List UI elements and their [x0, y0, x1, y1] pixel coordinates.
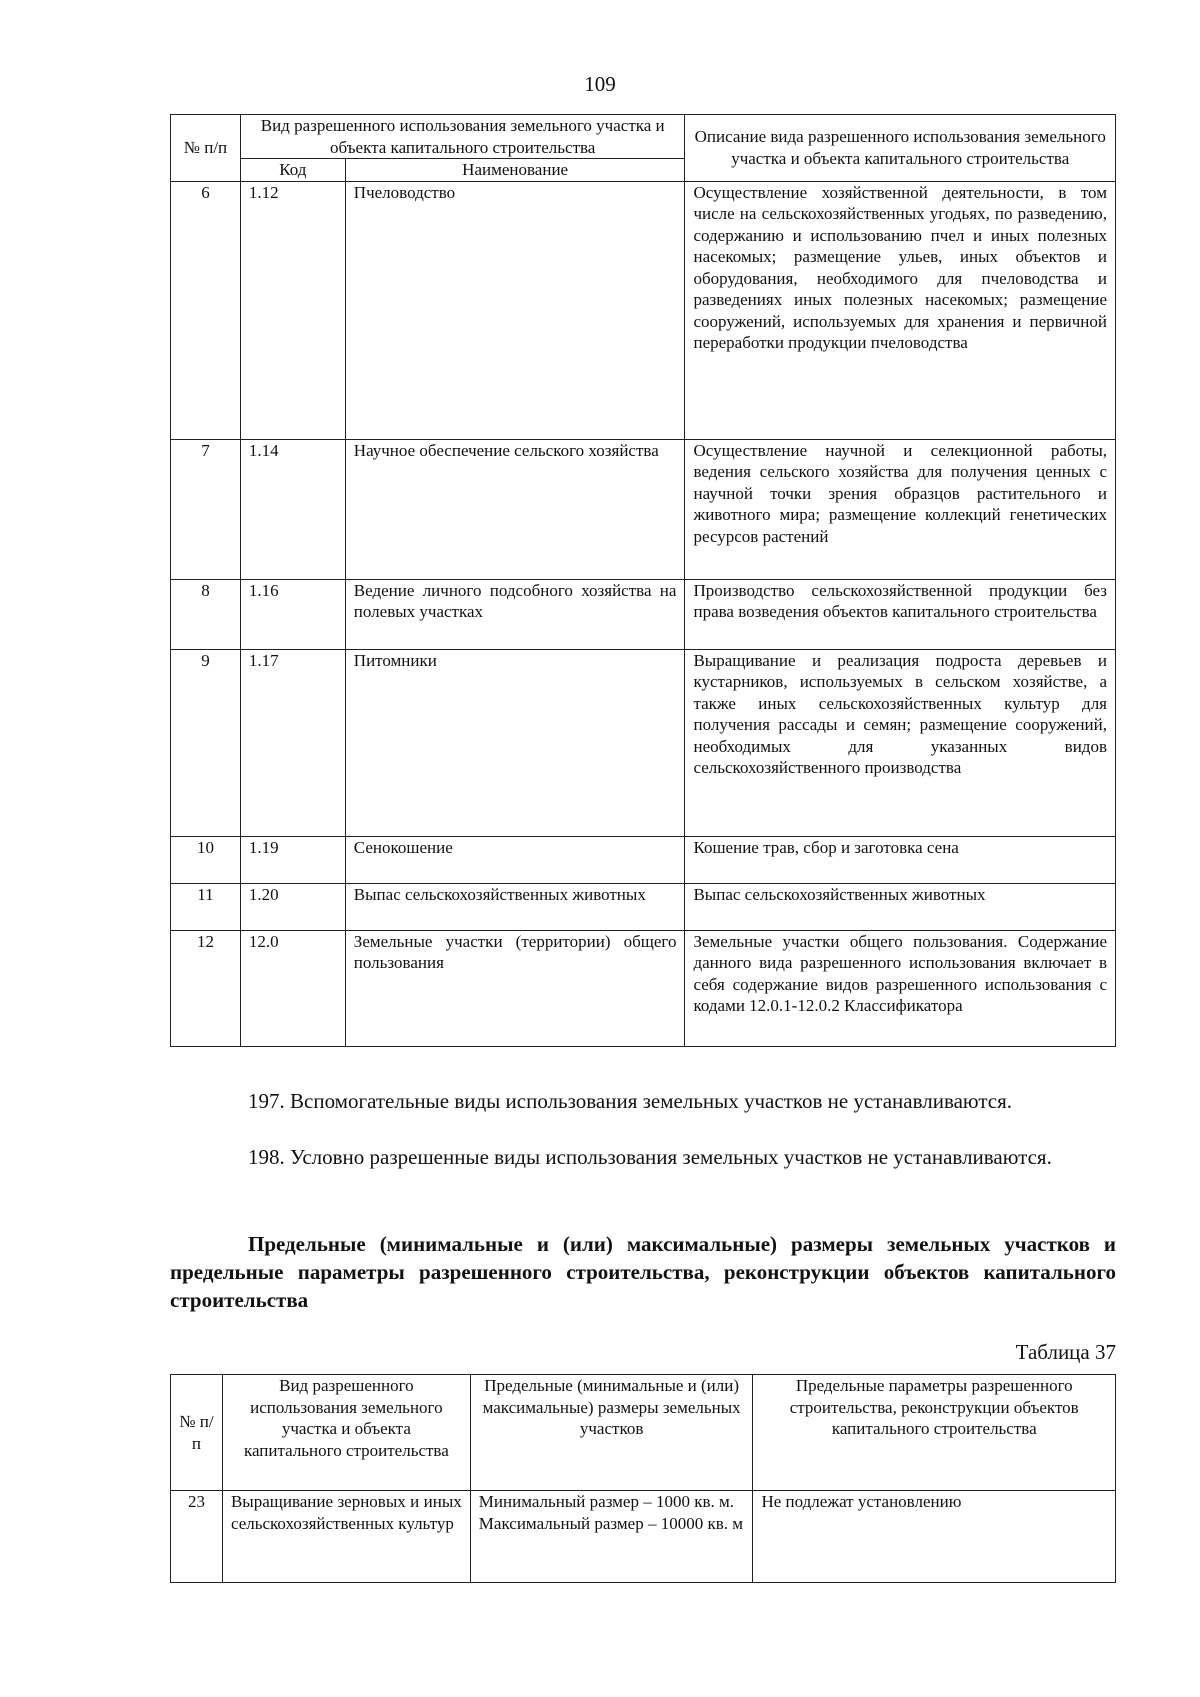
row-num: 10 [171, 836, 241, 883]
table-row [171, 1491, 1116, 1583]
row-num: 23 [171, 1491, 223, 1583]
header-params: Предельные параметры разрешенного строительства, реконструкции объектов капитального строительства [753, 1375, 1116, 1491]
row-description: Выпас сельскохозяйственных животных [685, 883, 1116, 930]
row-num: 9 [171, 649, 241, 836]
header-code: Код [240, 159, 345, 182]
row-code: 1.12 [240, 181, 345, 439]
paragraph-198: 198. Условно разрешенные виды использования земельных участков не устанавливаются. [248, 1145, 1052, 1169]
table-row [171, 579, 1116, 649]
header-kind: Вид разрешенного использования земельного участка и объекта капитального строительства [222, 1375, 470, 1491]
header-num: № п/п [171, 115, 241, 182]
row-name: Земельные участки (территории) общего пользования [345, 930, 685, 1046]
row-name: Питомники [345, 649, 685, 836]
table-row [171, 883, 1116, 930]
row-description: Производство сельскохозяйственной продукции без права возведения объектов капитального строительства [685, 579, 1116, 649]
land-size-limits-table [170, 1374, 1116, 1583]
header-kind-group: Вид разрешенного использования земельного участка и объекта капитального строительства [240, 115, 685, 159]
page-number: 109 [584, 72, 616, 96]
row-kind: Выращивание зерновых и иных сельскохозяйственных культур [222, 1491, 470, 1583]
row-description: Осуществление хозяйственной деятельности, в том числе на сельскохозяйственных угодьях, по разведению, содержанию и использованию пчел и иных полезных насекомых; размещение ульев, иных объектов и оборудования, необходимого для пчеловодства и разведениях иных полезных насекомых; размещение сооружений, используемых для хранения и первичной переработки продукции пчеловодства [685, 181, 1116, 439]
row-num: 7 [171, 439, 241, 579]
row-name: Сенокошение [345, 836, 685, 883]
row-sizes [470, 1491, 753, 1583]
row-code: 1.14 [240, 439, 345, 579]
table-row [171, 649, 1116, 836]
paragraph-197: 197. Вспомогательные виды использования земельных участков не устанавливаются. [248, 1089, 1013, 1113]
row-num: 8 [171, 579, 241, 649]
row-description: Выращивание и реализация подроста деревьев и кустарников, используемых в сельском хозяйстве, а также иных сельскохозяйственных культур для получения рассады и семян; размещение сооружений, необходимых для указанных видов сельскохозяйственного производства [685, 649, 1116, 836]
max-size: Максимальный размер – 10000 кв. м [478, 1513, 743, 1533]
min-size: Минимальный размер – 1000 кв. м. [478, 1492, 735, 1511]
row-description: Земельные участки общего пользования. Содержание данного вида разрешенного использования включает в себя содержание видов разрешенного использования с кодами 12.0.1-12.0.2 Классификатора [685, 930, 1116, 1046]
row-name: Пчеловодство [345, 181, 685, 439]
header-description: Описание вида разрешенного использования земельного участка и объекта капитального строительства [685, 115, 1116, 182]
table-caption: Таблица 37 [1015, 1340, 1116, 1364]
row-name: Ведение личного подсобного хозяйства на полевых участках [345, 579, 685, 649]
table-row [171, 439, 1116, 579]
table-row [171, 930, 1116, 1046]
land-use-types-table [170, 114, 1116, 1047]
row-name: Научное обеспечение сельского хозяйства [345, 439, 685, 579]
row-code: 1.19 [240, 836, 345, 883]
row-code: 1.17 [240, 649, 345, 836]
row-num: 12 [171, 930, 241, 1046]
header-sizes: Предельные (минимальные и (или) максимальные) размеры земельных участков [470, 1375, 753, 1491]
row-description: Кошение трав, сбор и заготовка сена [685, 836, 1116, 883]
row-description: Осуществление научной и селекционной работы, ведения сельского хозяйства для получения ценных с научной точки зрения образцов растительного и животного мира; размещение коллекций генетических ресурсов растений [685, 439, 1116, 579]
row-code: 12.0 [240, 930, 345, 1046]
row-code: 1.20 [240, 883, 345, 930]
row-num: 6 [171, 181, 241, 439]
section-heading: Предельные (минимальные и (или) максимальные) размеры земельных участков и предельные параметры разрешенного строительства, реконструкции объектов капитального строительства [170, 1232, 1116, 1312]
row-num: 11 [171, 883, 241, 930]
table-row [171, 181, 1116, 439]
row-code: 1.16 [240, 579, 345, 649]
header-num: № п/п [171, 1375, 223, 1491]
row-name: Выпас сельскохозяйственных животных [345, 883, 685, 930]
table-row [171, 836, 1116, 883]
header-name: Наименование [345, 159, 685, 182]
row-params: Не подлежат установлению [753, 1491, 1116, 1583]
